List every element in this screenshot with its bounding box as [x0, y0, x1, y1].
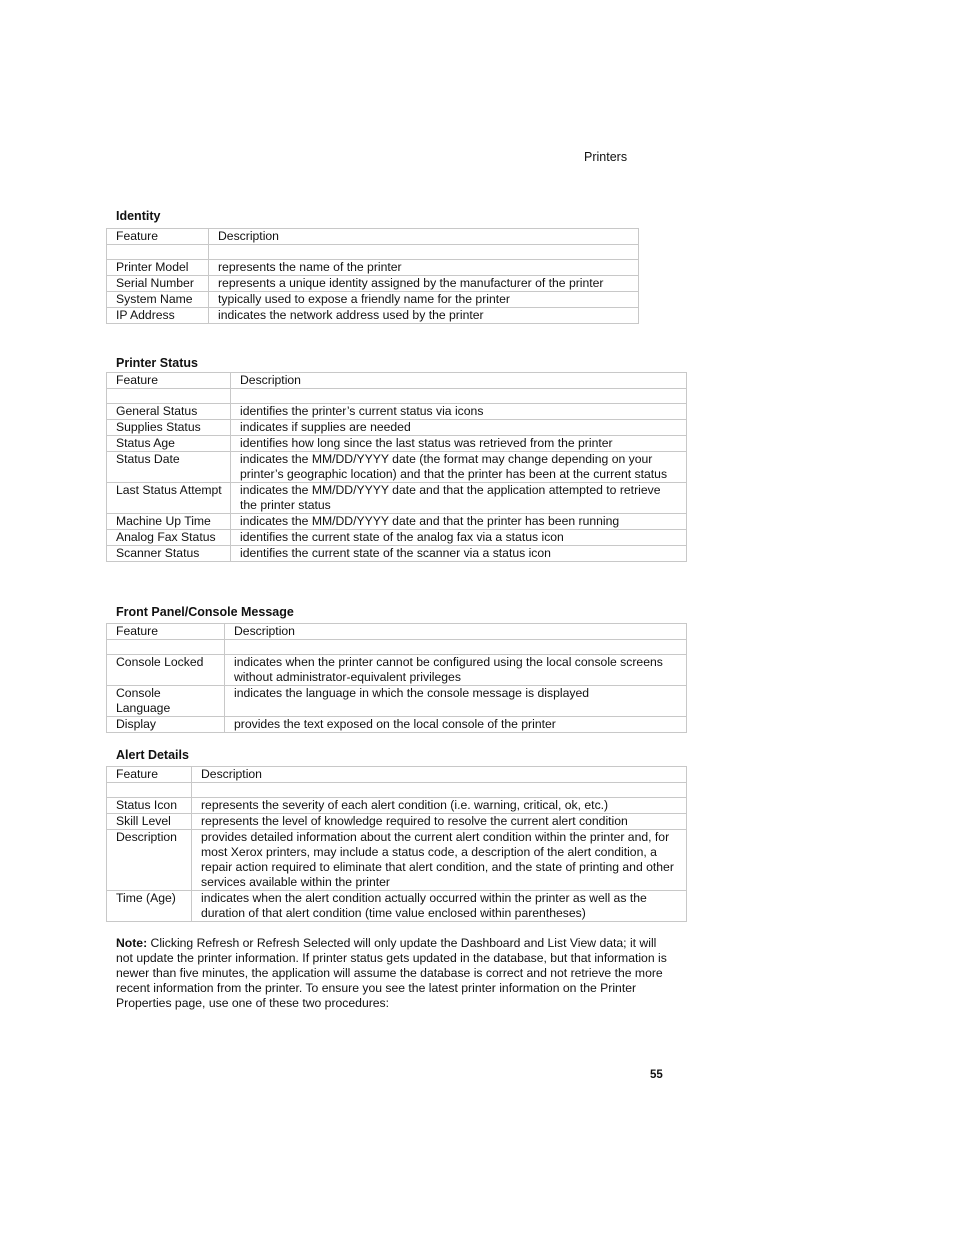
feature-cell: Status Date [107, 452, 231, 483]
feature-cell: General Status [107, 404, 231, 420]
table-row [107, 686, 687, 717]
table-row [107, 798, 687, 814]
feature-cell: Description [107, 830, 192, 891]
description-cell: represents the severity of each alert condition (i.e. warning, critical, ok, etc.) [192, 798, 687, 814]
table-row [107, 420, 687, 436]
feature-cell: Status Icon [107, 798, 192, 814]
table-header-row [107, 624, 687, 640]
column-header: Description [225, 624, 687, 640]
description-cell: indicates the language in which the console message is displayed [225, 686, 687, 717]
description-cell: provides the text exposed on the local console of the printer [225, 717, 687, 733]
table-row [107, 276, 639, 292]
feature-cell: Time (Age) [107, 891, 192, 922]
table-row [107, 717, 687, 733]
feature-cell: Last Status Attempt [107, 483, 231, 514]
description-cell: identifies the current state of the analog fax via a status icon [231, 530, 687, 546]
table-row [107, 830, 687, 891]
feature-cell: Printer Model [107, 260, 209, 276]
section-title-identity: Identity [116, 209, 161, 223]
table-row [107, 530, 687, 546]
front-panel-table [106, 623, 687, 733]
blank-row [107, 640, 687, 655]
table-row [107, 452, 687, 483]
blank-row [107, 389, 687, 404]
table-row [107, 292, 639, 308]
description-cell: indicates when the alert condition actually occurred within the printer as well as the duration of that alert condition (time value enclosed within parentheses) [192, 891, 687, 922]
table-header-row [107, 229, 639, 245]
table-row [107, 404, 687, 420]
printer-status-table [106, 372, 687, 562]
feature-cell: Scanner Status [107, 546, 231, 562]
description-cell: identifies the current state of the scanner via a status icon [231, 546, 687, 562]
table-header-row [107, 373, 687, 389]
description-cell: indicates the MM/DD/YYYY date and that the application attempted to retrieve the printer status [231, 483, 687, 514]
table-row [107, 514, 687, 530]
feature-cell: Skill Level [107, 814, 192, 830]
description-cell: indicates when the printer cannot be configured using the local console screens without administrator-equivalent privileges [225, 655, 687, 686]
identity-table [106, 228, 639, 324]
blank-row [107, 783, 687, 798]
description-cell: provides detailed information about the current alert condition within the printer and, for most Xerox printers, may include a status code, a description of the alert condition, a repair action required to eliminate that alert condition, and the state of printing and other services available within the printer [192, 830, 687, 891]
note-text: Clicking Refresh or Refresh Selected will only update the Dashboard and List View data; it will not update the printer information. If printer status gets updated in the database, but that information is newer than five minutes, the application will assume the database is correct and not retrieve the more recent information from the printer. To ensure you see the latest printer information on the Printer Properties page, use one of these two procedures: [116, 936, 667, 1010]
table-row [107, 891, 687, 922]
feature-cell: Supplies Status [107, 420, 231, 436]
feature-cell: Console Language [107, 686, 225, 717]
section-title-printer-status: Printer Status [116, 356, 198, 370]
page-number: 55 [650, 1069, 663, 1081]
feature-cell: Console Locked [107, 655, 225, 686]
table-row [107, 814, 687, 830]
column-header: Feature [107, 767, 192, 783]
feature-cell: Status Age [107, 436, 231, 452]
description-cell: identifies how long since the last status was retrieved from the printer [231, 436, 687, 452]
alert-details-table [106, 766, 687, 922]
feature-cell: Serial Number [107, 276, 209, 292]
table-row [107, 260, 639, 276]
feature-cell: Display [107, 717, 225, 733]
section-title-front-panel: Front Panel/Console Message [116, 605, 294, 619]
table-row [107, 436, 687, 452]
blank-row [107, 245, 639, 260]
description-cell: indicates if supplies are needed [231, 420, 687, 436]
column-header: Feature [107, 624, 225, 640]
description-cell: typically used to expose a friendly name for the printer [209, 292, 639, 308]
table-row [107, 655, 687, 686]
description-cell: identifies the printer’s current status via icons [231, 404, 687, 420]
feature-cell: IP Address [107, 308, 209, 324]
running-header: Printers [584, 150, 628, 164]
description-cell: indicates the MM/DD/YYYY date (the format may change depending on your printer’s geographic location) and that the printer has been at the current status [231, 452, 687, 483]
note-paragraph [116, 936, 676, 1011]
feature-cell: Machine Up Time [107, 514, 231, 530]
feature-cell: Analog Fax Status [107, 530, 231, 546]
column-header: Feature [107, 373, 231, 389]
feature-cell: System Name [107, 292, 209, 308]
description-cell: represents a unique identity assigned by the manufacturer of the printer [209, 276, 639, 292]
column-header: Description [231, 373, 687, 389]
section-title-alert-details: Alert Details [116, 748, 189, 762]
column-header: Feature [107, 229, 209, 245]
table-row [107, 546, 687, 562]
column-header: Description [192, 767, 687, 783]
table-row [107, 483, 687, 514]
description-cell: indicates the network address used by the printer [209, 308, 639, 324]
description-cell: represents the level of knowledge required to resolve the current alert condition [192, 814, 687, 830]
note-label: Note: [116, 936, 148, 950]
table-header-row [107, 767, 687, 783]
description-cell: represents the name of the printer [209, 260, 639, 276]
table-row [107, 308, 639, 324]
column-header: Description [209, 229, 639, 245]
description-cell: indicates the MM/DD/YYYY date and that the printer has been running [231, 514, 687, 530]
